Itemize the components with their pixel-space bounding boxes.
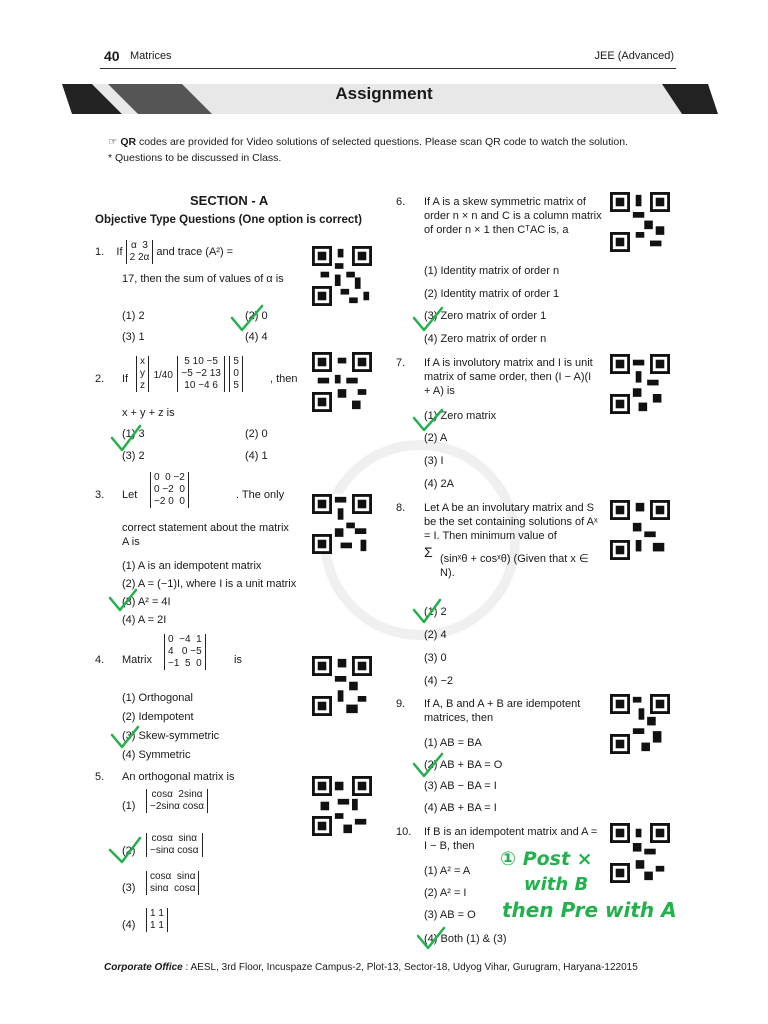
qr-label: QR <box>120 136 137 148</box>
qr-code[interactable] <box>312 352 372 412</box>
question-text: . The only <box>236 489 285 501</box>
question-number: 10. <box>396 826 412 838</box>
sum-symbol: Σ <box>424 544 433 560</box>
option: (2) Idempotent <box>122 711 194 723</box>
qr-code[interactable] <box>610 694 670 754</box>
section-subtitle: Objective Type Questions (One option is correct) <box>95 214 362 226</box>
option: (4) Symmetric <box>122 749 191 761</box>
question-number: 7. <box>396 357 406 369</box>
option: (2) AB + BA = O <box>424 759 503 771</box>
option: (1) 2 <box>122 310 145 322</box>
matrix: cosα sinα −sinα cosα <box>146 833 203 857</box>
option: (2) Identity matrix of order 1 <box>424 288 560 300</box>
option: (3) AB − BA = I <box>424 780 497 792</box>
option: (3) <box>122 882 136 894</box>
option: (3) Skew-symmetric <box>122 730 220 742</box>
option: (4) AB + BA = I <box>424 802 497 814</box>
footer <box>104 962 638 973</box>
matrix: x y z <box>136 356 149 392</box>
handwritten-note: then Pre with A <box>502 898 677 922</box>
header-rule <box>100 68 676 69</box>
matrix: 5 0 5 <box>229 356 243 392</box>
qr-code[interactable] <box>610 354 670 414</box>
question-text: and trace (A²) = <box>156 245 234 258</box>
qr-code[interactable] <box>312 776 372 836</box>
option: (4) Both (1) & (3) <box>424 933 507 945</box>
qr-code[interactable] <box>312 656 372 716</box>
option: (1) 3 <box>122 428 145 440</box>
exam-name: JEE (Advanced) <box>594 50 674 62</box>
option: (2) A² = I <box>424 887 467 899</box>
qr-code[interactable] <box>312 246 372 306</box>
matrix: 0 −4 1 4 0 −5 −1 5 0 <box>164 634 206 670</box>
page-number: 40 <box>104 48 120 64</box>
option: (4) Zero matrix of order n <box>424 333 547 345</box>
option: (4) <box>122 919 136 931</box>
option: (2) A = (−1)I, where I is a unit matrix <box>122 578 297 590</box>
question-text: (sinˣθ + cosˣθ) (Given that x ∈ N). <box>440 553 589 579</box>
option: (4) 1 <box>245 450 268 462</box>
option: (1) Identity matrix of order n <box>424 265 560 277</box>
option: (3) A² = 4I <box>122 596 171 608</box>
matrix: α 3 2 2α <box>126 240 154 264</box>
option: (1) A is an idempotent matrix <box>122 560 262 572</box>
option: (2) 4 <box>424 629 447 641</box>
matrix: 1 1 1 1 <box>146 908 168 932</box>
option: (1) Orthogonal <box>122 692 193 704</box>
option: (3) I <box>424 455 444 467</box>
option: (3) 2 <box>122 450 145 462</box>
question-number: 2. <box>95 373 105 385</box>
question-text: Let A be an involutary matrix and S be the set containing solutions of Aˣ = I. Then minimum value of <box>424 502 598 542</box>
matrix: 5 10 −5 −5 −2 13 10 −4 6 <box>177 356 225 392</box>
footer-address: : AESL, 3rd Floor, Incuspaze Campus-2, Plot-13, Sector-18, Udyog Vihar, Gurugram, Haryana-122015 <box>185 962 638 973</box>
question-text: An orthogonal matrix is <box>122 771 235 783</box>
option: (1) 2 <box>424 606 447 618</box>
option: (3) 1 <box>122 331 145 343</box>
matrix: 0 0 −2 0 −2 0 −2 0 0 <box>150 472 189 508</box>
question-text: correct statement about the matrix A is <box>122 522 289 548</box>
option: (4) −2 <box>424 675 454 687</box>
question-text: x + y + z is <box>122 407 175 419</box>
class-note: * Questions to be discussed in Class. <box>108 152 282 164</box>
qr-notice-text: codes are provided for Video solutions of selected questions. Please scan QR code to watch the solution. <box>139 136 628 148</box>
section-title: SECTION - A <box>190 193 269 208</box>
matrix: cosα sinα sinα cosα <box>146 871 199 895</box>
option: (2) A <box>424 432 448 444</box>
option: (1) <box>122 800 136 812</box>
banner-title: Assignment <box>335 84 433 103</box>
question-number: 5. <box>95 771 105 783</box>
handwritten-note: ① Post × <box>500 848 593 870</box>
matrix-equation <box>136 356 243 392</box>
handwritten-note: with B <box>524 874 589 895</box>
matrix: cosα 2sinα −2sinα cosα <box>146 789 208 813</box>
question-text: 17, then the sum of values of α is <box>122 273 284 285</box>
option: (1) AB = BA <box>424 737 482 749</box>
option: (2) 0 <box>245 310 268 322</box>
option: (2) <box>122 845 136 857</box>
option: (3) Zero matrix of order 1 <box>424 310 547 322</box>
option: (2) 0 <box>245 428 268 440</box>
question-text: If A, B and A + B are idempotent matrices, then <box>424 698 581 724</box>
question-text: If B is an idempotent matrix and A = I − B, then <box>424 826 598 852</box>
fraction: 1/40 <box>153 370 173 382</box>
question-text: Let <box>122 489 138 501</box>
option: (3) 0 <box>424 652 447 664</box>
question-number: 4. <box>95 654 105 666</box>
qr-code[interactable] <box>312 494 372 554</box>
footer-label: Corporate Office <box>104 962 183 973</box>
option: (1) A² = A <box>424 865 471 877</box>
question-text: If A is involutory matrix and I is unit matrix of same order, then (I − A)(I + A) is <box>424 357 593 397</box>
option: (4) 2A <box>424 478 454 490</box>
qr-hand-icon: ☞ <box>108 136 121 148</box>
question-1 <box>95 240 300 264</box>
question-text: Matrix <box>122 654 152 666</box>
question-text: , then <box>270 373 298 385</box>
question-text: If A is a skew symmetric matrix of order n × n and C is a column matrix of order n × 1 then CᵀAC is, a <box>424 196 602 236</box>
question-number: 9. <box>396 698 406 710</box>
option: (1) Zero matrix <box>424 410 497 422</box>
qr-code[interactable] <box>610 192 670 252</box>
option: (4) 4 <box>245 331 268 343</box>
qr-code[interactable] <box>610 500 670 560</box>
question-text: If <box>122 373 129 385</box>
notice-box <box>108 134 678 166</box>
option: (4) A = 2I <box>122 614 167 626</box>
qr-code[interactable] <box>610 823 670 883</box>
question-number: 6. <box>396 196 406 208</box>
chapter-title: Matrices <box>130 50 172 62</box>
question-number: 1. <box>95 245 105 258</box>
option: (3) AB = O <box>424 909 476 921</box>
question-number: 8. <box>396 502 406 514</box>
question-text: is <box>234 654 242 666</box>
question-number: 3. <box>95 489 105 501</box>
question-text: If <box>116 245 123 258</box>
